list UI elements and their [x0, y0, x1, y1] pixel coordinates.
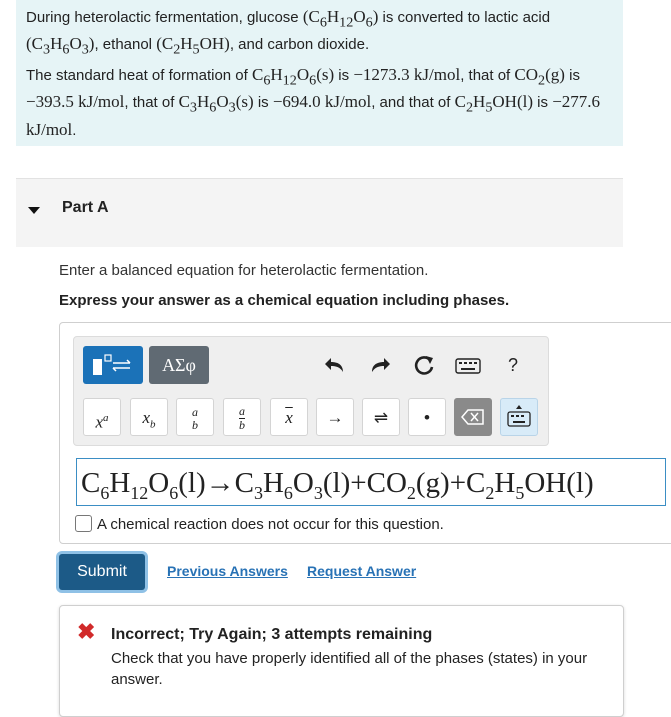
part-title: Part A — [62, 199, 109, 216]
part-a-header[interactable] — [16, 178, 623, 247]
error-x-icon: ✖ — [77, 619, 96, 644]
problem-text: The standard heat of formation of — [26, 67, 252, 84]
co2-formula: $CO_2(g)$ — [514, 65, 565, 89]
instructions: Enter a balanced equation for heterolactic fermentation. — [59, 262, 429, 279]
backspace-icon — [460, 399, 486, 435]
backspace-button[interactable] — [454, 398, 492, 436]
answer-format-hint: Express your answer as a chemical equation including phases. — [59, 292, 510, 309]
subscript-button[interactable]: $x_b$ — [130, 398, 168, 436]
ethanol-formula: $C_2H_5OH(l)$ — [454, 92, 534, 116]
glucose-formula: $(C_6H_{12}O_6)$ — [302, 7, 379, 31]
problem-paragraph-2 — [26, 64, 616, 142]
overline-button[interactable]: $\overline{x}$ — [270, 398, 308, 436]
problem-text: , and carbon dioxide. — [229, 36, 370, 54]
help-icon[interactable]: ? — [507, 355, 518, 375]
keyboard-icon — [506, 399, 532, 435]
problem-text: During heterolactic fermentation, glucose — [26, 9, 303, 26]
templates-icon — [83, 346, 143, 384]
problem-statement — [16, 0, 623, 146]
symbols-button[interactable]: ΑΣφ — [149, 346, 209, 384]
reset-icon[interactable] — [412, 350, 436, 380]
ethanol-formula: $(C_2H_5OH)$ — [156, 34, 230, 58]
keyboard-toggle-button[interactable] — [500, 398, 538, 436]
previous-answers-link[interactable]: Previous Answers — [167, 563, 288, 579]
answer-box — [59, 322, 671, 544]
redo-icon[interactable] — [368, 350, 392, 380]
templates-button[interactable] — [83, 346, 143, 384]
lactic-acid-enthalpy: −694.0 kJ/mol — [272, 92, 372, 112]
no-reaction-label: A chemical reaction does not occur for this question. — [97, 516, 444, 533]
problem-text: is — [564, 67, 580, 84]
equilibrium-arrow-button[interactable]: ⇌ — [362, 398, 400, 436]
problem-text: is — [334, 67, 354, 84]
no-reaction-option[interactable] — [75, 515, 444, 533]
equation-toolbar — [73, 336, 549, 446]
fraction-bar-button[interactable]: $\frac{a}{b}$ — [223, 398, 261, 436]
problem-paragraph-1 — [26, 6, 616, 61]
glucose-formula: $C_6H_{12}O_6(s)$ — [251, 65, 335, 89]
feedback-message: Check that you have properly identified all of the phases (states) in your answer. — [111, 650, 588, 688]
feedback-title: Incorrect; Try Again; 3 attempts remaining — [111, 626, 433, 643]
dot-button[interactable]: • — [408, 398, 446, 436]
no-reaction-checkbox[interactable] — [75, 515, 92, 532]
glucose-enthalpy: −1273.3 kJ/mol — [353, 65, 461, 84]
problem-text: , ethanol — [94, 36, 157, 54]
problem-text: is — [253, 94, 273, 112]
ethanol-enthalpy: −277.6 kJ/mol — [26, 92, 601, 139]
request-answer-link[interactable]: Request Answer — [307, 563, 417, 579]
equation-input[interactable]: $C_6H_{12}O_6(l)\to C_3H_6O_3(l)+CO_2(g)+C_2H_5OH(l)$ — [76, 458, 666, 506]
undo-icon[interactable] — [323, 350, 347, 380]
reaction-arrow-button[interactable]: → — [316, 398, 354, 436]
problem-text: , that of — [124, 94, 179, 112]
fraction-button[interactable]: a b — [176, 398, 214, 436]
submit-button[interactable]: Submit — [59, 554, 145, 590]
problem-text: is — [533, 94, 553, 112]
superscript-button[interactable]: $x^a$ — [83, 398, 121, 436]
problem-text: , that of — [460, 67, 511, 84]
lactic-acid-formula: $C_3H_6O_3(s)$ — [178, 92, 254, 116]
problem-text: , and that of — [371, 94, 451, 112]
problem-text: . — [72, 121, 77, 139]
feedback-panel — [59, 605, 624, 717]
keyboard-shortcuts-icon[interactable] — [455, 350, 479, 380]
collapse-caret-icon[interactable] — [28, 207, 40, 214]
problem-text: is converted to lactic acid — [378, 9, 551, 26]
lactic-acid-formula: $(C_3H_6O_3)$ — [26, 34, 95, 58]
co2-enthalpy: −393.5 kJ/mol — [26, 92, 125, 112]
